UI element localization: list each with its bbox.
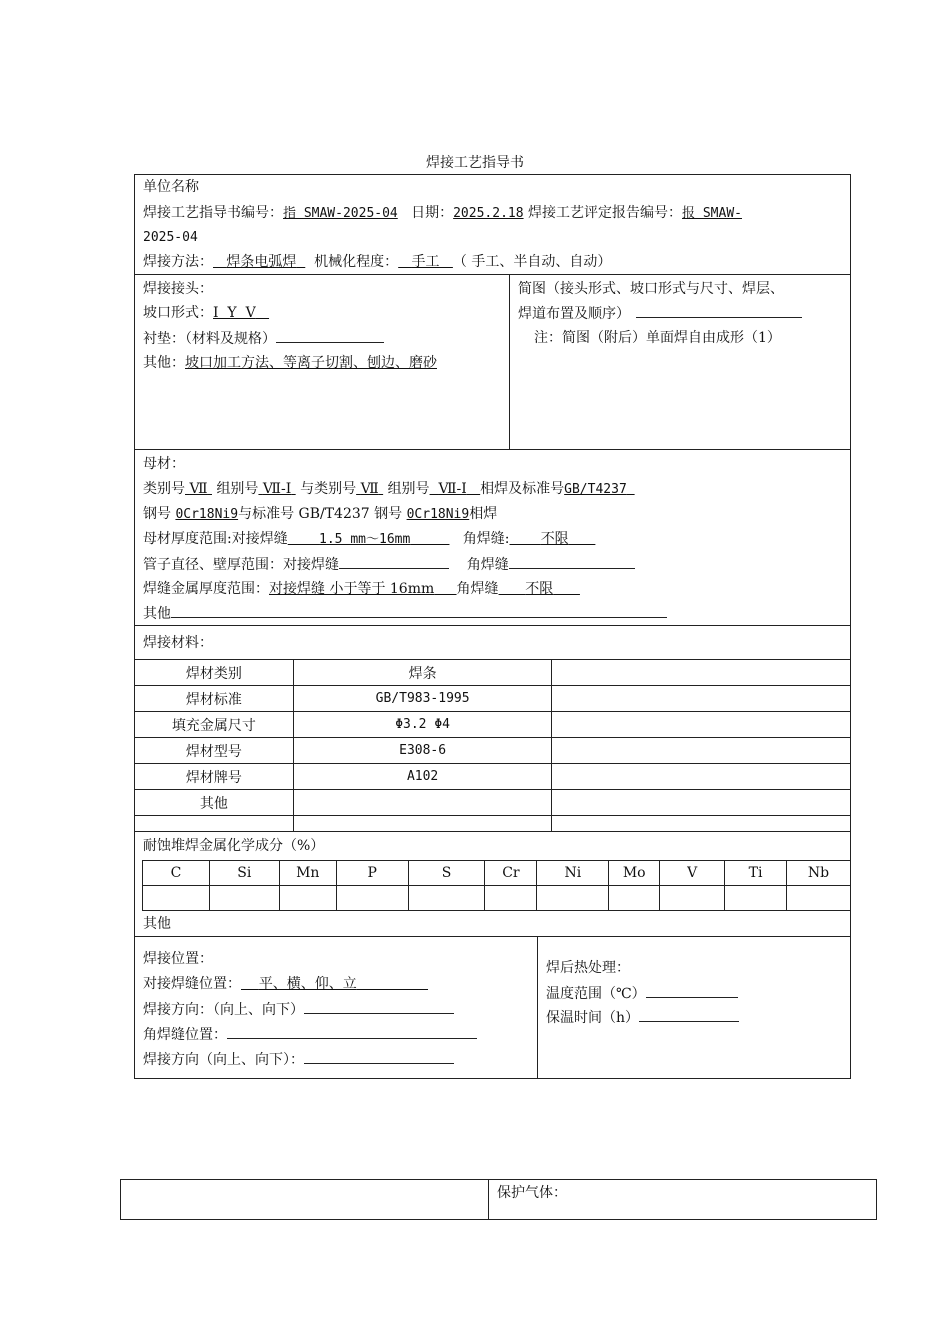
materials-table bbox=[134, 659, 851, 832]
backing-row bbox=[143, 328, 384, 349]
wps-number-row bbox=[143, 203, 742, 224]
fillet-direction-row: 焊接方向（向上、向下）： bbox=[143, 1049, 454, 1070]
divider-base-metal bbox=[134, 625, 851, 626]
joint-other-label: 其他： bbox=[143, 355, 185, 371]
materials-row-value: GB/T983-1995 bbox=[293, 686, 552, 712]
materials-row-label: 焊材型号 bbox=[135, 738, 294, 764]
fillet-direction-blank bbox=[304, 1049, 454, 1064]
chemistry-element-c: C bbox=[143, 861, 210, 886]
materials-empty-cell bbox=[552, 816, 851, 832]
materials-row-label: 填充金属尺寸 bbox=[135, 712, 294, 738]
sketch-line-1: 简图（接头形式、坡口形式与尺寸、焊层、 bbox=[518, 281, 784, 297]
method-label: 焊接方法： bbox=[143, 254, 213, 270]
chemistry-value-cell bbox=[787, 886, 851, 911]
date-value: 2025.2.18 bbox=[453, 206, 524, 221]
mechanization-value: 手工 bbox=[411, 254, 440, 270]
group-value-2: Ⅶ-Ⅰ bbox=[438, 481, 467, 497]
divider-joint bbox=[134, 449, 851, 450]
chemistry-value-cell bbox=[725, 886, 787, 911]
sketch-blank bbox=[636, 303, 802, 318]
steel-value-2: 0Cr18Ni9 bbox=[406, 507, 470, 522]
materials-row-extra bbox=[552, 712, 851, 738]
chemistry-table bbox=[142, 860, 851, 911]
materials-row-empty bbox=[135, 816, 851, 832]
materials-row-extra bbox=[552, 686, 851, 712]
materials-row-extra bbox=[552, 660, 851, 686]
groove-label: 坡口形式： bbox=[143, 305, 213, 321]
materials-row-label: 焊材标准 bbox=[135, 686, 294, 712]
chemistry-header-row bbox=[143, 861, 851, 886]
pwht-time-blank bbox=[639, 1007, 739, 1022]
materials-row bbox=[135, 764, 851, 790]
sketch-line-2: 焊道布置及顺序） bbox=[518, 303, 802, 324]
method-value: 焊条电弧焊 bbox=[226, 254, 297, 270]
chemistry-value-cell bbox=[485, 886, 537, 911]
butt-direction-blank bbox=[304, 999, 454, 1014]
materials-row-value: A102 bbox=[293, 764, 552, 790]
divider-header bbox=[134, 274, 851, 275]
pqr-number-value: 报 SMAW- bbox=[682, 206, 742, 221]
mechanization-note: （ 手工、半自动、自动） bbox=[452, 254, 612, 270]
standard-value: GB/T4237 bbox=[564, 482, 627, 497]
deposit-row: 焊缝金属厚度范围：对接焊缝 小于等于 16mm 角焊缝 不限 bbox=[143, 579, 580, 599]
chemistry-value-cell bbox=[336, 886, 408, 911]
chemistry-value-cell bbox=[660, 886, 725, 911]
chemistry-element-mo: Mo bbox=[609, 861, 660, 886]
chemistry-value-cell bbox=[609, 886, 660, 911]
materials-row-extra bbox=[552, 738, 851, 764]
fillet-value: 不限 bbox=[540, 531, 569, 547]
wps-number-value: 指 SMAW-2025-04 bbox=[283, 206, 398, 221]
materials-row bbox=[135, 790, 851, 816]
backing-label: 衬垫：（材料及规格） bbox=[143, 331, 276, 347]
joint-other-row bbox=[143, 353, 437, 373]
type-group-row: 类别号 Ⅶ 组别号 Ⅶ-Ⅰ 与类别号 Ⅶ 组别号 Ⅶ-Ⅰ 相焊及标准号GB/T4237 bbox=[143, 479, 635, 500]
base-metal-title: 母材： bbox=[143, 456, 185, 472]
deposit-value: 对接焊缝 小于等于 16mm bbox=[269, 581, 435, 597]
groove-row bbox=[143, 303, 269, 323]
bottom-table-divider bbox=[488, 1179, 489, 1220]
page-title: 焊接工艺指导书 bbox=[426, 155, 524, 171]
pipe-fillet-blank bbox=[509, 554, 635, 569]
chemistry-other-label: 其他 bbox=[143, 916, 171, 932]
chemistry-element-ti: Ti bbox=[725, 861, 787, 886]
chemistry-element-ni: Ni bbox=[537, 861, 609, 886]
chemistry-element-v: V bbox=[660, 861, 725, 886]
materials-row-value: E308-6 bbox=[293, 738, 552, 764]
unit-name-label: 单位名称 bbox=[143, 179, 199, 195]
materials-row bbox=[135, 712, 851, 738]
divider-joint-vertical bbox=[509, 274, 510, 449]
materials-row bbox=[135, 686, 851, 712]
deposit-fillet-value: 不限 bbox=[525, 581, 554, 597]
joint-other-value: 坡口加工方法、等离子切割、刨边、磨砂 bbox=[185, 355, 437, 371]
divider-chemistry bbox=[134, 936, 851, 937]
chemistry-element-s: S bbox=[408, 861, 485, 886]
fillet-position-row: 角焊缝位置： bbox=[143, 1024, 477, 1045]
materials-empty-cell bbox=[135, 816, 294, 832]
materials-title: 焊接材料： bbox=[143, 635, 213, 651]
chemistry-element-mn: Mn bbox=[279, 861, 336, 886]
chemistry-value-cell bbox=[537, 886, 609, 911]
materials-row-label: 焊材牌号 bbox=[135, 764, 294, 790]
steel-value-1: 0Cr18Ni9 bbox=[175, 507, 239, 522]
materials-row bbox=[135, 738, 851, 764]
base-metal-other-blank bbox=[171, 603, 667, 618]
type-value-2: Ⅶ bbox=[360, 481, 379, 497]
method-row bbox=[143, 252, 611, 272]
joint-title: 焊接接头： bbox=[143, 281, 213, 297]
pwht-temp-row: 温度范围（℃） bbox=[546, 983, 738, 1004]
pipe-butt-blank bbox=[339, 554, 449, 569]
chemistry-element-si: Si bbox=[209, 861, 279, 886]
materials-row-extra bbox=[552, 790, 851, 816]
materials-empty-cell bbox=[293, 816, 552, 832]
pipe-row: 管子直径、壁厚范围：对接焊缝 角焊缝 bbox=[143, 554, 635, 575]
pwht-time-row: 保温时间（h） bbox=[546, 1007, 739, 1028]
chemistry-element-cr: Cr bbox=[485, 861, 537, 886]
butt-position-row: 对接焊缝位置： 平、横、仰、立 bbox=[143, 974, 428, 994]
materials-row-value bbox=[293, 790, 552, 816]
materials-row bbox=[135, 660, 851, 686]
pqr-number-value-cont: 2025-04 bbox=[143, 230, 198, 245]
group-value-1: Ⅶ-Ⅰ bbox=[262, 481, 292, 497]
thickness-row: 母材厚度范围:对接焊缝 1.5 mm～16mm 角焊缝: 不限 bbox=[143, 529, 595, 550]
date-label: 日期： bbox=[411, 205, 454, 221]
chemistry-value-cell bbox=[143, 886, 210, 911]
butt-direction-row: 焊接方向：（向上、向下） bbox=[143, 999, 454, 1020]
chemistry-element-p: P bbox=[336, 861, 408, 886]
chemistry-title: 耐蚀堆焊金属化学成分（%） bbox=[143, 838, 325, 854]
fillet-position-blank bbox=[227, 1024, 477, 1039]
pqr-number-label: 焊接工艺评定报告编号： bbox=[528, 205, 683, 221]
chemistry-value-cell bbox=[408, 886, 485, 911]
chemistry-element-nb: Nb bbox=[787, 861, 851, 886]
divider-position-vertical bbox=[537, 936, 538, 1079]
position-title: 焊接位置： bbox=[143, 951, 213, 967]
type-value-1: Ⅶ bbox=[189, 481, 208, 497]
materials-row-label: 其他 bbox=[135, 790, 294, 816]
chemistry-value-cell bbox=[279, 886, 336, 911]
base-metal-other-row: 其他 bbox=[143, 603, 667, 624]
butt-position-value: 平、横、仰、立 bbox=[258, 976, 357, 992]
mechanization-label: 机械化程度： bbox=[314, 254, 399, 270]
wps-number-label: 焊接工艺指导书编号： bbox=[143, 205, 283, 221]
steel-row: 钢号 0Cr18Ni9与标准号 GB/T4237 钢号 0Cr18Ni9相焊 bbox=[143, 506, 498, 522]
thickness-value: 1.5 mm～16mm bbox=[319, 532, 411, 547]
materials-row-value: Φ3.2 Φ4 bbox=[293, 712, 552, 738]
backing-blank bbox=[276, 328, 384, 343]
chemistry-value-cell bbox=[209, 886, 279, 911]
chemistry-value-row bbox=[143, 886, 851, 911]
materials-row-label: 焊材类别 bbox=[135, 660, 294, 686]
shielding-gas-label: 保护气体： bbox=[497, 1185, 567, 1201]
materials-row-extra bbox=[552, 764, 851, 790]
pwht-title: 焊后热处理： bbox=[546, 960, 630, 976]
groove-value: I Y V bbox=[213, 305, 256, 321]
pwht-temp-blank bbox=[646, 983, 738, 998]
materials-row-value: 焊条 bbox=[293, 660, 552, 686]
sketch-note: 注：简图（附后）单面焊自由成形（1） bbox=[534, 330, 781, 346]
